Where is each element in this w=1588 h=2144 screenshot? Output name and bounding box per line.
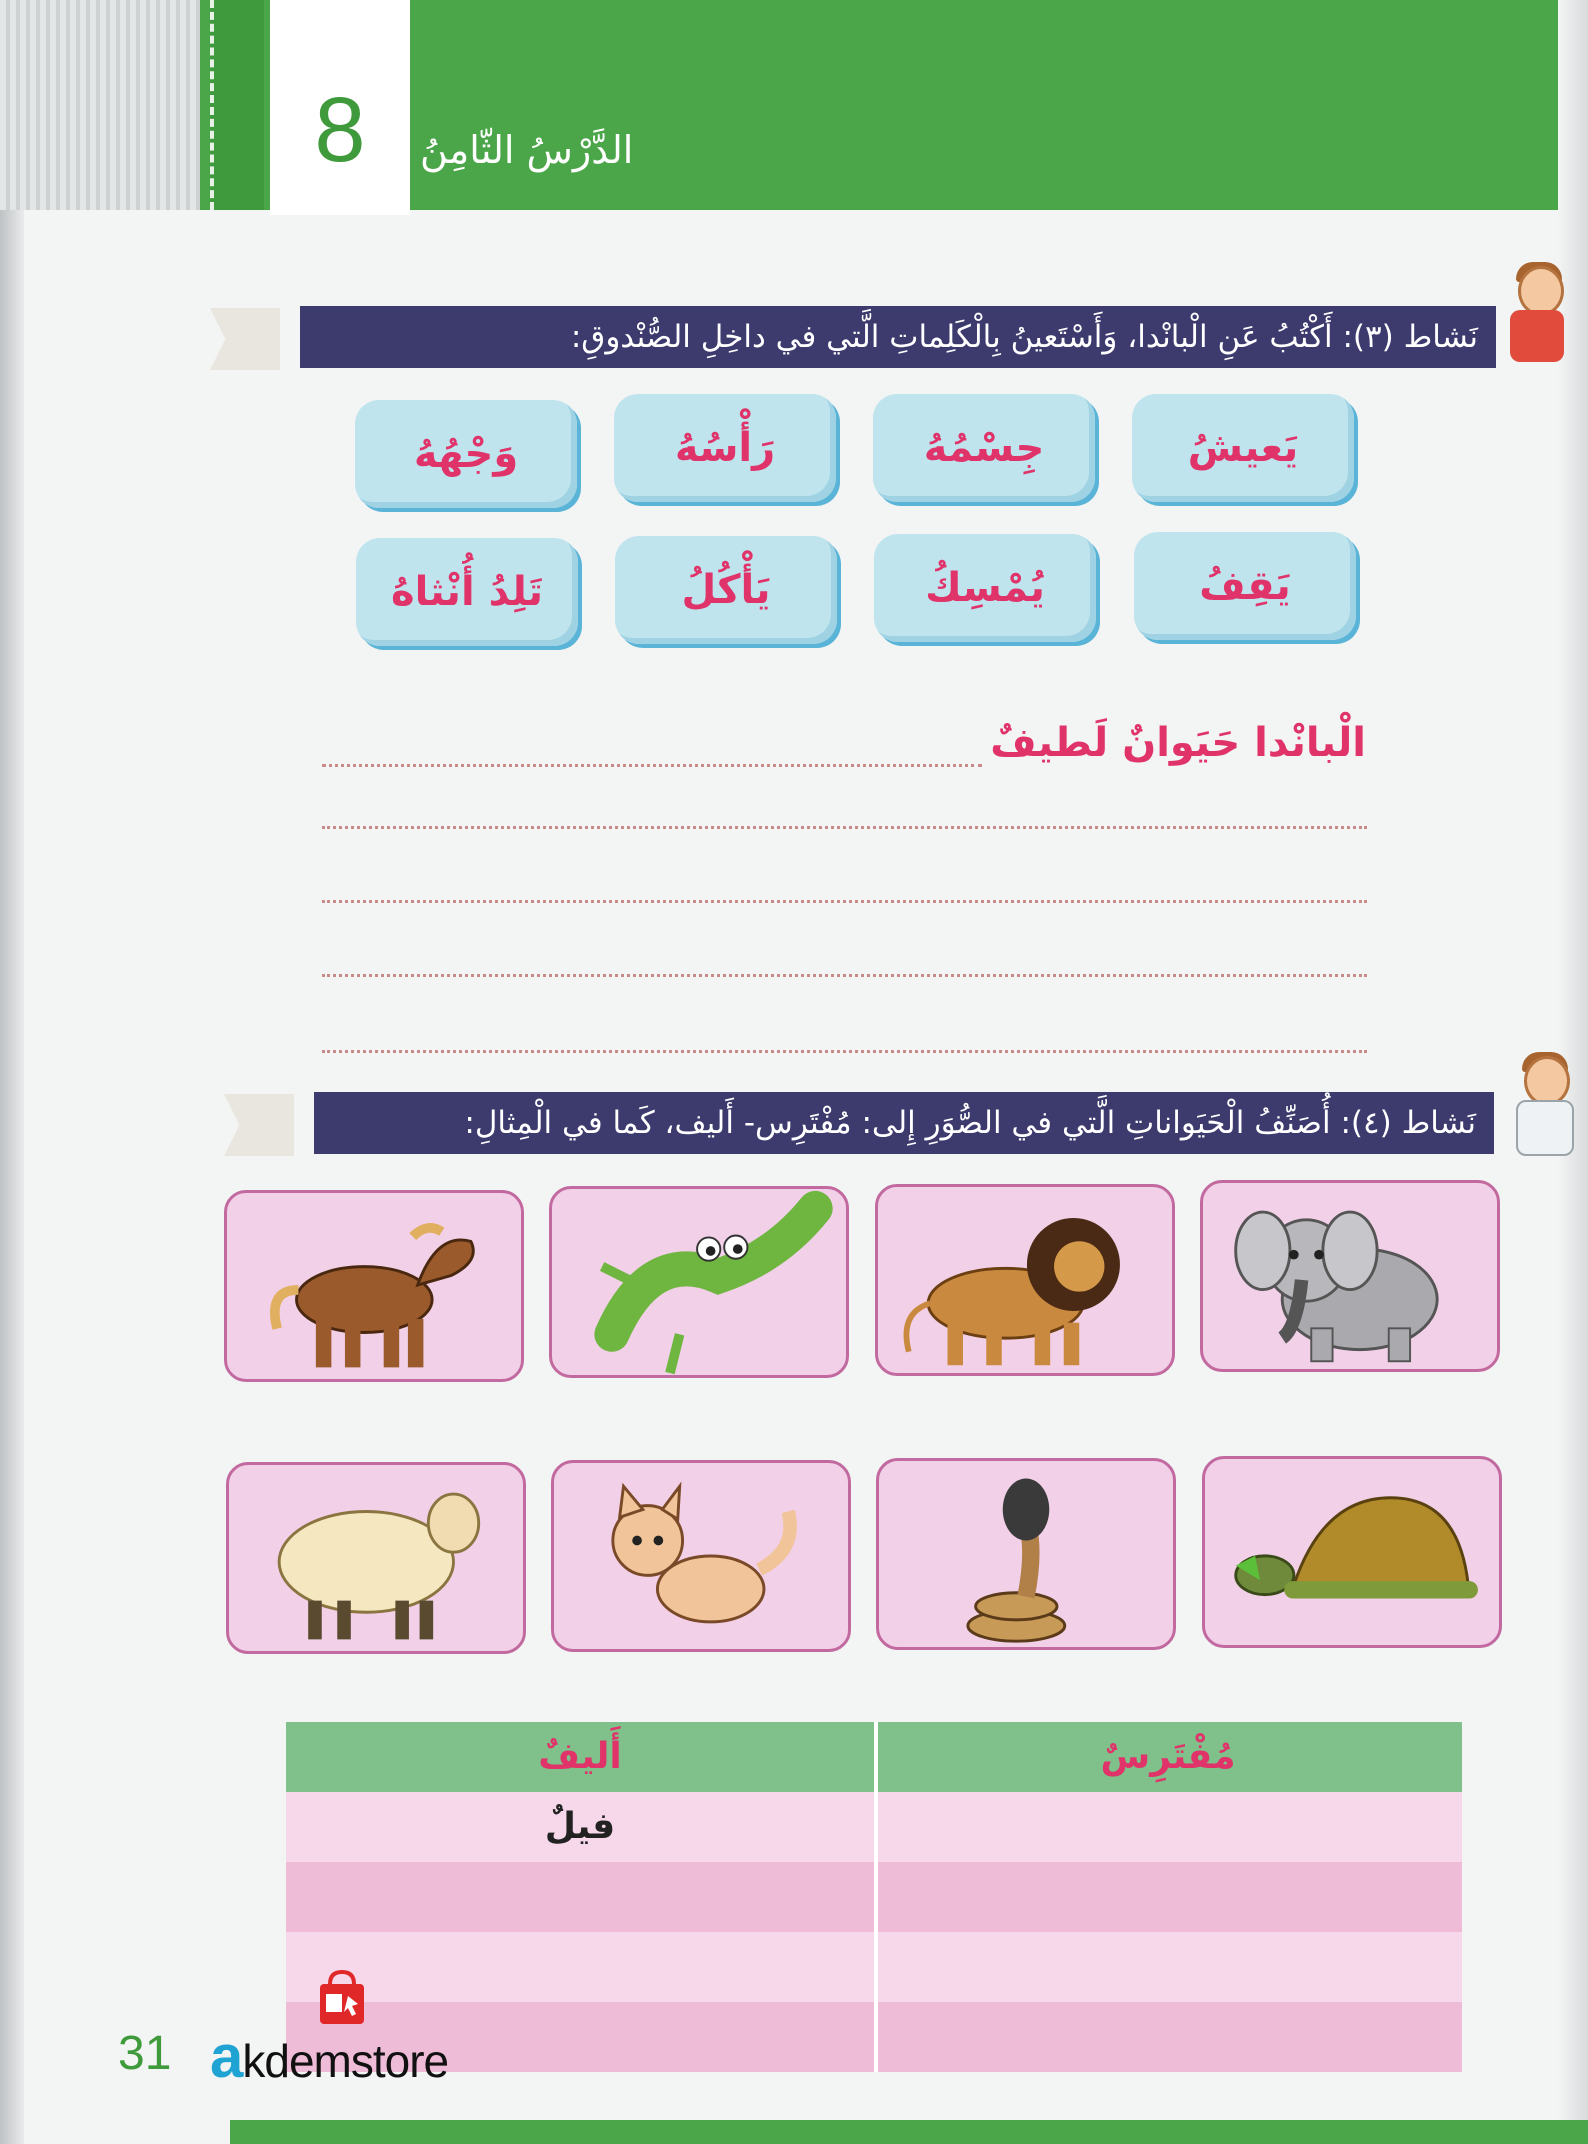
word-box: يَأْكُلُ — [615, 536, 837, 644]
horse-card — [224, 1190, 524, 1382]
turtle-card — [1202, 1456, 1502, 1648]
activity4-title: نَشاط (٤): أُصَنِّفُ الْحَيَواناتِ الَّتي في الصُّوَرِ إِلى: مُفْتَرِس- أَليف، كَما في الْمِثالِ: — [314, 1092, 1494, 1154]
header-stripes — [0, 0, 200, 210]
header-stitch — [210, 0, 264, 210]
column-header-domestic: أَليفٌ — [538, 1736, 622, 1777]
elephant-icon — [1203, 1183, 1497, 1369]
elephant-card — [1200, 1180, 1500, 1372]
crocodile-card — [549, 1186, 849, 1378]
writing-line[interactable] — [322, 974, 1367, 977]
store-name — [210, 2022, 448, 2091]
banner-ribbon — [210, 308, 280, 370]
lesson-title: الدَّرْسُ الثّامِنُ — [420, 128, 634, 172]
boy-reading-icon — [1500, 266, 1570, 366]
shopping-bag-icon — [316, 1968, 368, 2028]
word-box: وَجْهُهُ — [355, 400, 577, 508]
table-cell-predator[interactable] — [874, 1792, 1462, 1862]
table-cell-predator[interactable] — [874, 1862, 1462, 1932]
writing-line[interactable] — [322, 826, 1367, 829]
word-box: جِسْمُهُ — [873, 394, 1095, 502]
writing-line[interactable] — [322, 1050, 1367, 1053]
horse-icon — [227, 1193, 521, 1379]
cobra-icon — [879, 1461, 1173, 1647]
word-box: رَأْسُهُ — [614, 394, 836, 502]
activity3-title: نَشاط (٣): أَكْتُبُ عَنِ الْبانْدا، وَأَسْتَعينُ بِالْكَلِماتِ الَّتي في داخِلِ الصُّنْدوقِ: — [300, 306, 1496, 368]
sentence-starter: الْبانْدا حَيَوانٌ لَطيفٌ — [990, 720, 1366, 766]
store-name-rest: kdemstore — [242, 2035, 449, 2087]
book-spine — [0, 0, 24, 2144]
table-cell-predator[interactable] — [874, 2002, 1462, 2072]
crocodile-icon — [552, 1189, 846, 1375]
writing-line[interactable] — [322, 900, 1367, 903]
column-divider — [874, 1722, 878, 2072]
store-logo — [210, 1968, 480, 2090]
table-cell-domestic: فيلٌ — [544, 1806, 616, 1847]
word-box: يَعيشُ — [1132, 394, 1354, 502]
word-box: يَقِفُ — [1134, 532, 1356, 640]
cat-card — [551, 1460, 851, 1652]
table-cell-domestic[interactable] — [286, 1862, 874, 1932]
footer-band — [230, 2120, 1588, 2144]
table-cell-predator[interactable] — [874, 1932, 1462, 2002]
sheep-icon — [229, 1465, 523, 1651]
lion-card — [875, 1184, 1175, 1376]
lesson-number: 8 — [314, 79, 366, 181]
column-header-predator: مُفْتَرِسٌ — [1100, 1736, 1236, 1777]
lesson-header — [0, 0, 1588, 210]
sheep-card — [226, 1462, 526, 1654]
banner-ribbon — [224, 1094, 294, 1156]
boy-doctor-icon — [1506, 1056, 1576, 1156]
lion-icon — [878, 1187, 1172, 1373]
writing-line[interactable] — [322, 764, 982, 767]
word-box: يُمْسِكُ — [874, 534, 1096, 642]
word-box: تَلِدُ أُنْثاهُ — [356, 538, 578, 646]
lesson-number-tab — [270, 0, 410, 215]
page-number: 31 — [118, 2027, 172, 2080]
store-name-prefix: a — [210, 2023, 243, 2090]
cat-icon — [554, 1463, 848, 1649]
turtle-icon — [1205, 1459, 1499, 1645]
cobra-card — [876, 1458, 1176, 1650]
